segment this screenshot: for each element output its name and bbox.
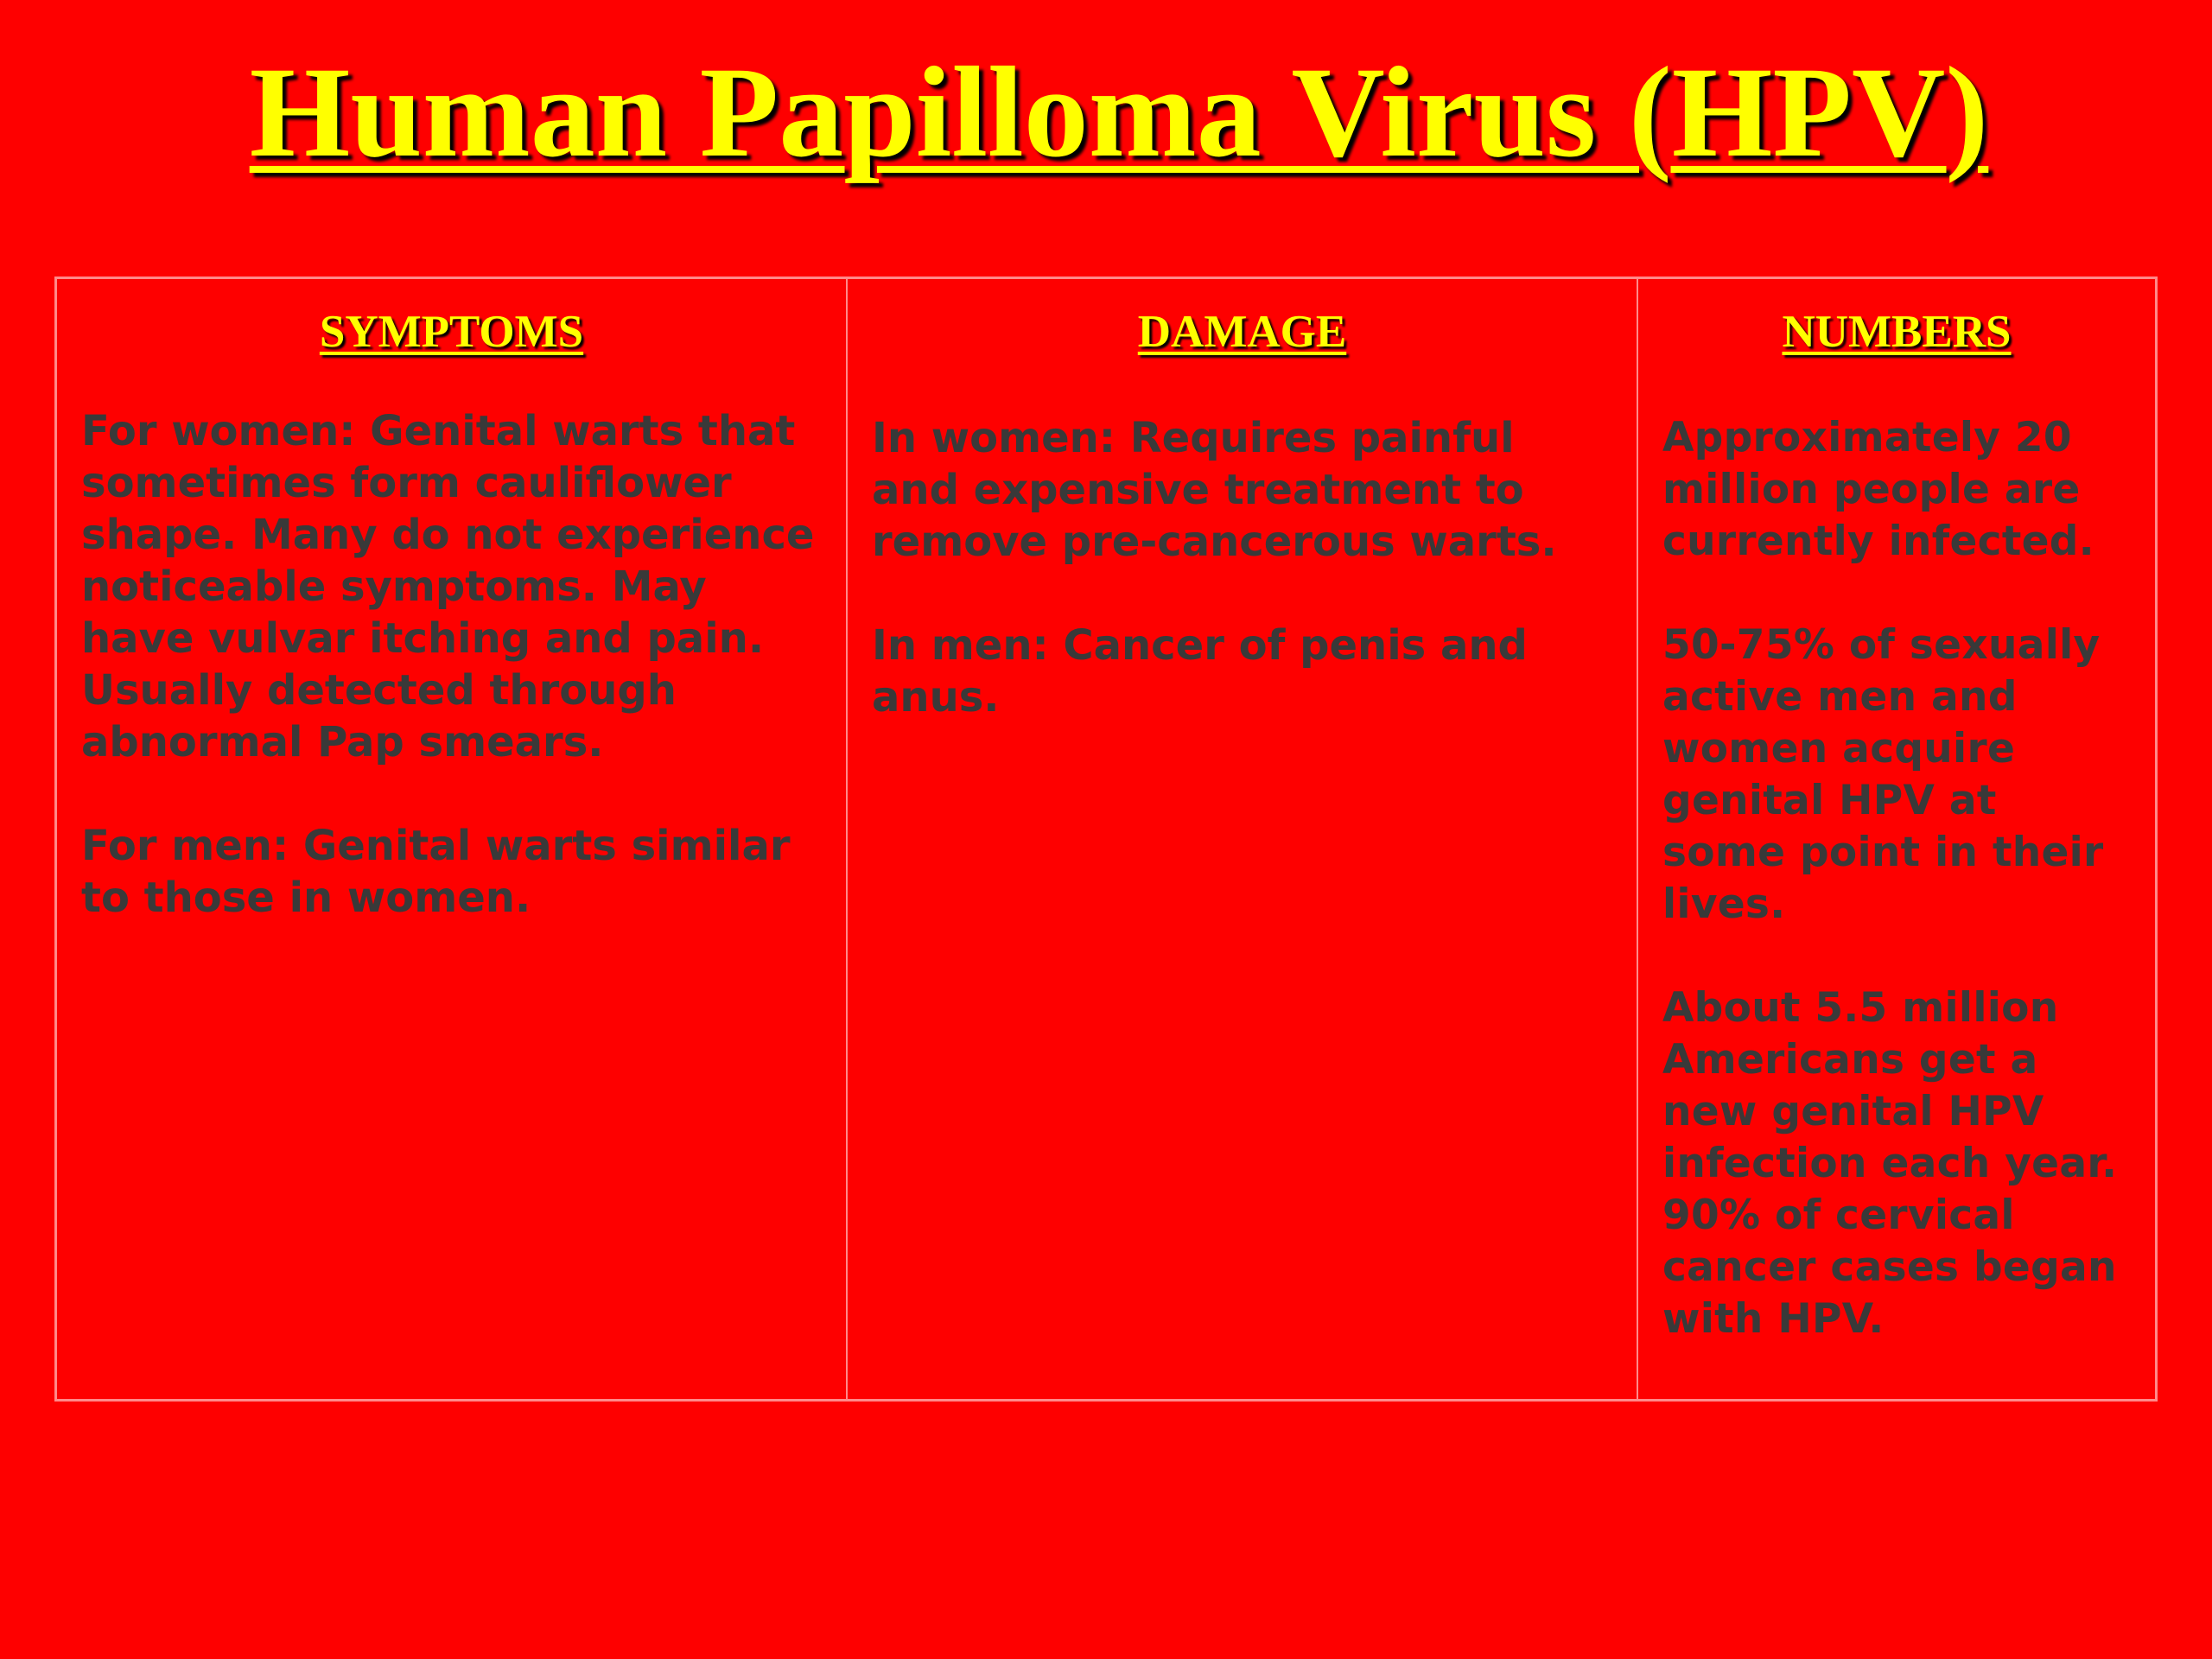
damage-heading: DAMAGE [1137, 307, 1347, 357]
symptoms-column [57, 279, 846, 1399]
numbers-infected-text: Approximately 20 million people are currently infected. [1662, 414, 2094, 565]
numbers-annual-text: About 5.5 million Americans get a new genital HPV infection each year. 90% of cervical cancer cases began with HPV. [1662, 984, 2118, 1343]
damage-women-text: In women: Requires painful and expensive treatment to remove pre-cancerous warts. [872, 414, 1557, 566]
damage-column [846, 279, 1637, 1399]
hpv-info-table [54, 276, 2158, 1402]
symptoms-men-text: For men: Genital warts similar to those in women. [81, 822, 791, 922]
numbers-column [1637, 279, 2155, 1399]
symptoms-heading: SYMPTOMS [319, 307, 584, 357]
numbers-heading: NUMBERS [1782, 307, 2012, 357]
symptoms-women-text: For women: Genital warts that sometimes form cauliflower shape. Many do not experience noticeable symptoms. May have vulvar itching and pain. Usually detected through abnormal Pap smears. [81, 407, 815, 766]
slide-title: Human Papilloma Virus (HPV) [249, 41, 1989, 184]
numbers-percentage-text: 50-75% of sexually active men and women acquire genital HPV at some point in their lives. [1662, 621, 2104, 928]
damage-men-text: In men: Cancer of penis and anus. [872, 621, 1528, 721]
